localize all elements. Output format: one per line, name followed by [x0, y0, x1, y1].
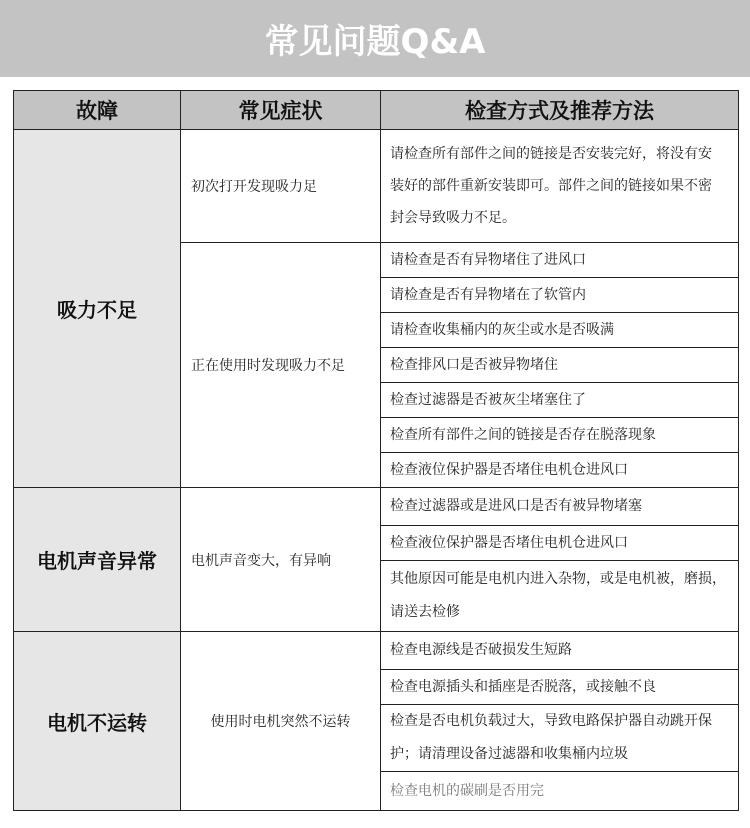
fault-cell: 电机不运转 [14, 632, 181, 811]
header-method: 检查方式及推荐方法 [381, 91, 739, 130]
method-cell: 检查液位保护器是否堵住电机仓进风口 [381, 526, 739, 561]
table-row [14, 632, 739, 670]
method-cell: 检查排风口是否被异物堵住 [381, 348, 739, 383]
header-fault: 故障 [14, 91, 181, 130]
method-cell: 请检查所有部件之间的链接是否安装完好，将没有安装好的部件重新安装即可。部件之间的链接如果不密封会导致吸力不足。 [381, 130, 739, 243]
method-cell: 检查电源线是否破损发生短路 [381, 632, 739, 670]
fault-cell: 电机声音异常 [14, 488, 181, 632]
method-cell: 检查电源插头和插座是否脱落，或接触不良 [381, 670, 739, 705]
title-banner [0, 0, 750, 77]
method-cell: 检查过滤器或是进风口是否有被异物堵塞 [381, 488, 739, 526]
method-cell: 请检查收集桶内的灰尘或水是否吸满 [381, 313, 739, 348]
symptom-cell: 电机声音变大，有异响 [181, 488, 381, 632]
fault-cell: 吸力不足 [14, 130, 181, 488]
method-cell: 检查过滤器是否被灰尘堵塞住了 [381, 383, 739, 418]
table-header-row [14, 91, 739, 130]
symptom-cell: 正在使用时发现吸力不足 [181, 243, 381, 488]
page-title: 常见问题Q&A [264, 22, 486, 62]
method-cell: 其他原因可能是电机内进入杂物，或是电机被，磨损，请送去检修 [381, 561, 739, 632]
symptom-cell: 初次打开发现吸力足 [181, 130, 381, 243]
method-cell: 检查电机的碳刷是否用完 [381, 772, 739, 811]
table-row [14, 488, 739, 526]
symptom-cell: 使用时电机突然不运转 [181, 632, 381, 811]
method-cell: 检查液位保护器是否堵住电机仓进风口 [381, 453, 739, 488]
method-cell: 请检查是否有异物堵住了进风口 [381, 243, 739, 278]
method-cell: 检查所有部件之间的链接是否存在脱落现象 [381, 418, 739, 453]
faq-table [13, 90, 739, 811]
header-symptom: 常见症状 [181, 91, 381, 130]
method-cell: 检查是否电机负载过大，导致电路保护器自动跳开保护；请清理设备过滤器和收集桶内垃圾 [381, 705, 739, 772]
table-row [14, 130, 739, 243]
method-cell: 请检查是否有异物堵在了软管内 [381, 278, 739, 313]
